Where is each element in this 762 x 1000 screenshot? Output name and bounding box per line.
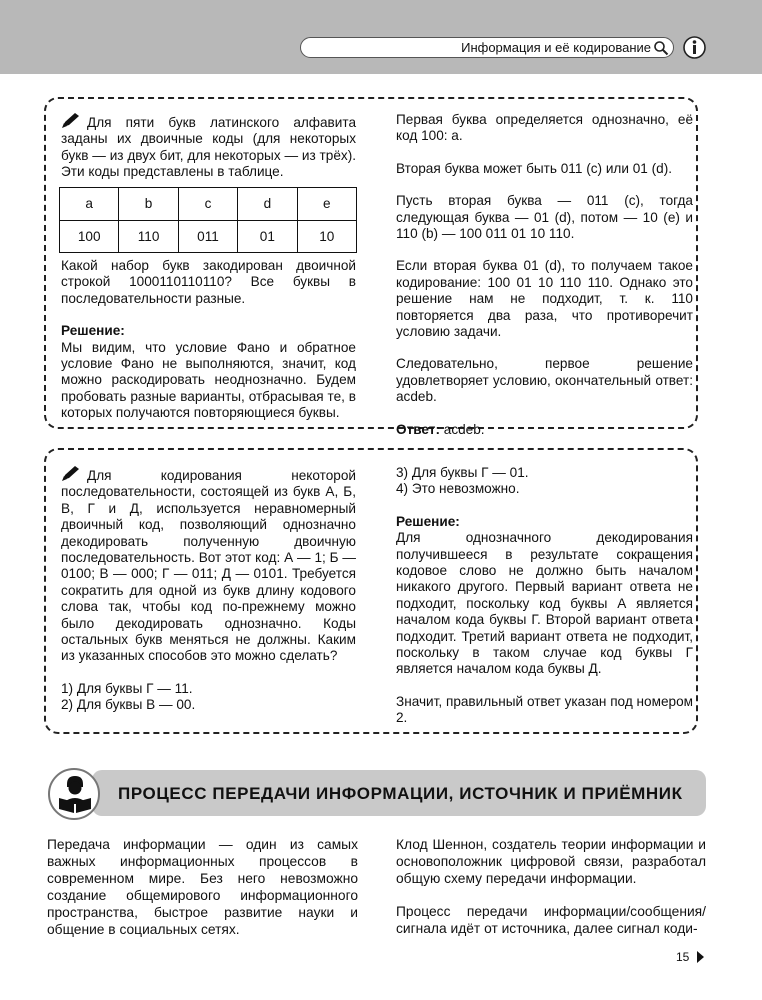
body-paragraph: Клод Шеннон, создатель теории информации и основоположник цифровой связи, разработал общую схему передачи информации. <box>396 837 706 886</box>
task1-right-paragraph: Если вторая буква 01 (d), то получаем такое кодирование: 100 01 10 110 110. Однако это решение нам не подходит, т. к. 110 повторяется два раза, что противоречит условию задачи. <box>396 258 693 340</box>
task2-right-column <box>396 465 693 727</box>
body-right-column <box>396 836 706 937</box>
body-paragraph: Процесс передачи информации/сообщения/сигнала идёт от источника, далее сигнал коди- <box>396 904 706 936</box>
task1-answer <box>396 422 693 438</box>
task1-left-column <box>61 112 356 181</box>
task2-solution: Для однозначного декодирования получившееся в результате сокращения кодовое слово не должно быть началом никакого другого. Первый вариант ответа не подходит, поскольку код буквы А является началом кода буквы Г. Второй вариант ответа подходит. Третий вариант ответа не подходит, поскольку в таком случае код буквы Г является началом кода буквы Д. <box>396 530 693 677</box>
table-code-cell: 100 <box>60 220 119 253</box>
table-letter-cell: c <box>178 188 237 221</box>
code-table <box>59 187 357 253</box>
task1-solution: Мы видим, что условие Фано и обратное условие Фано не выполняются, значит, код можно раскодировать неоднозначно. Будем пробовать разные варианты, отбрасывая те, в которых получаются повторяющиеся буквы. <box>61 339 356 421</box>
chapter-title: Информация и её кодирование <box>461 40 651 55</box>
table-code-cell: 110 <box>119 220 178 253</box>
task2-left-column <box>61 465 356 714</box>
task1-right-paragraph: Вторая буква может быть 011 (c) или 01 (d). <box>396 160 673 176</box>
body-paragraph: Передача информации — один из самых важных информационных процессов в современном мире. Без него невозможно создание общемирового информационного пространства, быстрое развитие науки и общение в социальных сетях. <box>47 837 358 937</box>
task2-option: 2) Для буквы В — 00. <box>61 697 196 713</box>
section-title: ПРОЦЕСС ПЕРЕДАЧИ ИНФОРМАЦИИ, ИСТОЧНИК И ПРИЁМНИК <box>118 784 683 803</box>
reader-icon <box>58 774 92 814</box>
task1-right-paragraph: Пусть вторая буква — 011 (c), тогда следующая буква — 01 (d), потом — 10 (e) и 110 (b) — 100 011 01 10 110. <box>396 193 693 242</box>
task1-right-column <box>396 112 693 438</box>
pencil-icon <box>61 112 81 129</box>
answer-label: Ответ: <box>396 421 440 437</box>
task1-right-paragraph: Следовательно, первое решение удовлетворяет условию, окончательный ответ: acdeb. <box>396 356 693 405</box>
solution-label: Решение: <box>61 323 125 339</box>
task2-conclusion: Значит, правильный ответ указан под номером 2. <box>396 693 693 726</box>
table-letter-cell: b <box>119 188 178 221</box>
task2-intro: Для кодирования некоторой последовательности, состоящей из букв А, Б, В, Г и Д, используется неравномерный двоичный код, позволяющий однозначно декодировать полученную двоичную последовательность. Вот этот код: А — 1; Б — 0100; В — 000; Г — 011; Д — 0101. Требуется сократить для одной из букв длину кодового слова так, чтобы код по-прежнему можно было декодировать однозначно. Коды остальных букв меняться не должны. Каким из указанных способов это можно сделать? <box>61 468 356 664</box>
header-title-bar <box>300 37 674 58</box>
task2-option: 3) Для буквы Г — 01. <box>396 465 529 480</box>
table-letter-cell: e <box>297 188 356 221</box>
page-number: 15 <box>676 950 690 964</box>
pencil-icon <box>61 465 81 482</box>
solution-label: Решение: <box>396 513 460 529</box>
answer-value: acdeb. <box>443 421 485 437</box>
table-code-cell: 10 <box>297 220 356 253</box>
task2-option: 4) Это невозможно. <box>396 481 520 497</box>
table-code-cell: 01 <box>238 220 297 253</box>
table-letter-cell: a <box>60 188 119 221</box>
task1-intro: Для пяти букв латинского алфавита заданы их двоичные коды (для некоторых букв — из двух бит, для некоторых — из трёх). Эти коды представлены в таблице. <box>61 115 356 180</box>
task1-question: Какой набор букв закодирован двоичной строкой 1000110110110? Все буквы в последовательности разные. <box>61 258 356 306</box>
body-left-column <box>47 836 358 938</box>
task2-option: 1) Для буквы Г — 11. <box>61 680 193 696</box>
task1-right-paragraph: Первая буква определяется однозначно, её код 100: a. <box>396 112 693 144</box>
info-icon <box>683 36 706 59</box>
search-icon <box>653 40 669 56</box>
next-page-arrow-icon <box>697 951 704 963</box>
task1-left-column-lower <box>61 258 356 422</box>
table-letter-cell: d <box>238 188 297 221</box>
table-code-cell: 011 <box>178 220 237 253</box>
